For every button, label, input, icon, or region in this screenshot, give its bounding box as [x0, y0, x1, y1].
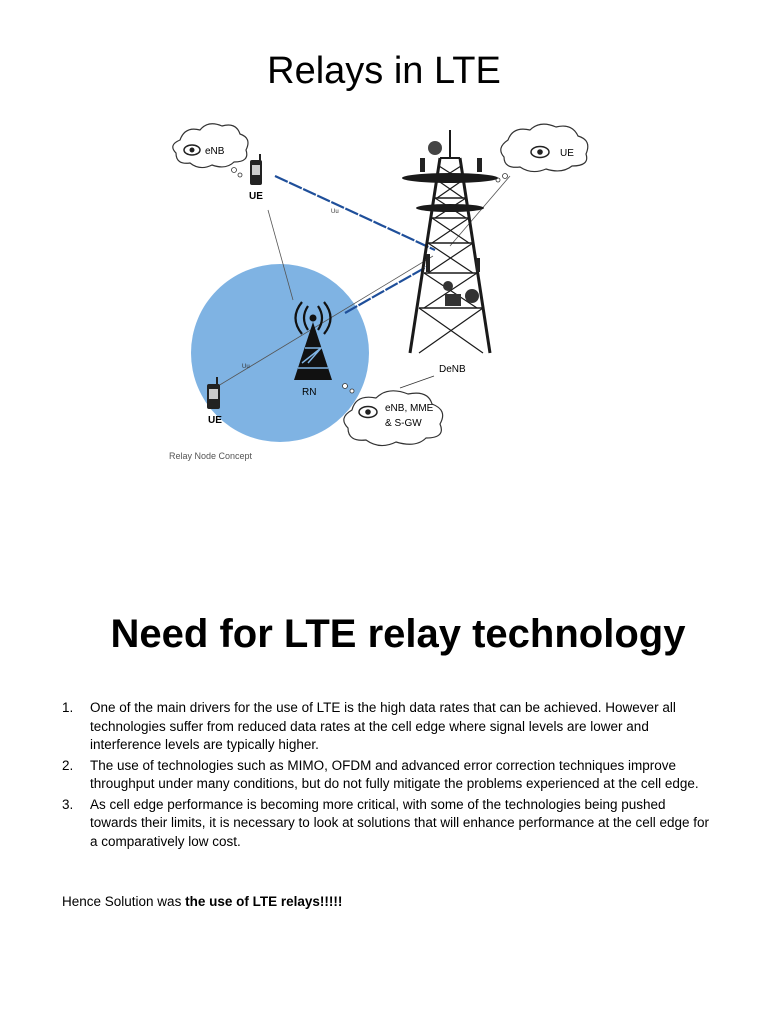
points-list — [62, 699, 712, 853]
core-cloud-label-line2: & S-GW — [385, 418, 422, 429]
list-item-text: One of the main drivers for the use of LTE is the high data rates that can be achieved. However all technologies suffer from reduced data rates at the cell edge where signal levels are lower and interference levels are typically higher. — [90, 700, 676, 752]
denb-label: DeNB — [439, 364, 466, 375]
ue-top-phone-icon — [250, 154, 262, 185]
list-item-number: 2. — [62, 757, 74, 773]
ue-top-label: UE — [249, 191, 263, 202]
uu-top-label: Uu — [331, 209, 339, 215]
uu-bottom-label: Uu — [242, 364, 250, 370]
diagram-caption: Relay Node Concept — [169, 451, 253, 461]
page-title: Relays in LTE — [267, 50, 501, 92]
section-heading: Need for LTE relay technology — [110, 612, 686, 656]
list-item-text: As cell edge performance is becoming more critical, with some of the technologies being pushed towards their limits, it is necessary to look at solutions that will enhance performance at the cell edge for a comparatively low cost. — [90, 796, 710, 849]
rn-label: RN — [302, 387, 317, 398]
eye-icon — [531, 147, 549, 158]
relay-node-diagram — [150, 118, 620, 468]
ue-cloud-label: UE — [560, 148, 574, 159]
list-item-number: 1. — [62, 700, 74, 715]
eye-icon — [359, 407, 377, 418]
conclusion-prefix: Hence Solution was — [62, 894, 186, 909]
eye-icon — [184, 145, 200, 155]
conclusion-emphasis: the use of LTE relays!!!!! — [185, 894, 343, 909]
list-item — [62, 757, 712, 794]
conclusion-text — [62, 894, 342, 909]
list-item-number: 3. — [62, 796, 74, 812]
ue-cloud — [496, 124, 588, 182]
uu-link-top — [275, 176, 435, 250]
list-item-text: The use of technologies such as MIMO, OFDM and advanced error correction techniques improve throughput under many conditions, but do not fully mitigate the problems experienced at the cell edge. — [90, 757, 699, 791]
uu-link-rn-denb — [345, 266, 428, 313]
enb-cloud-label: eNB — [205, 146, 225, 157]
list-item — [62, 796, 712, 852]
enb-cloud — [173, 124, 248, 177]
core-cloud-label-line1: eNB, MME — [385, 403, 434, 414]
list-item — [62, 699, 712, 755]
ue-bottom-label: UE — [208, 415, 222, 426]
